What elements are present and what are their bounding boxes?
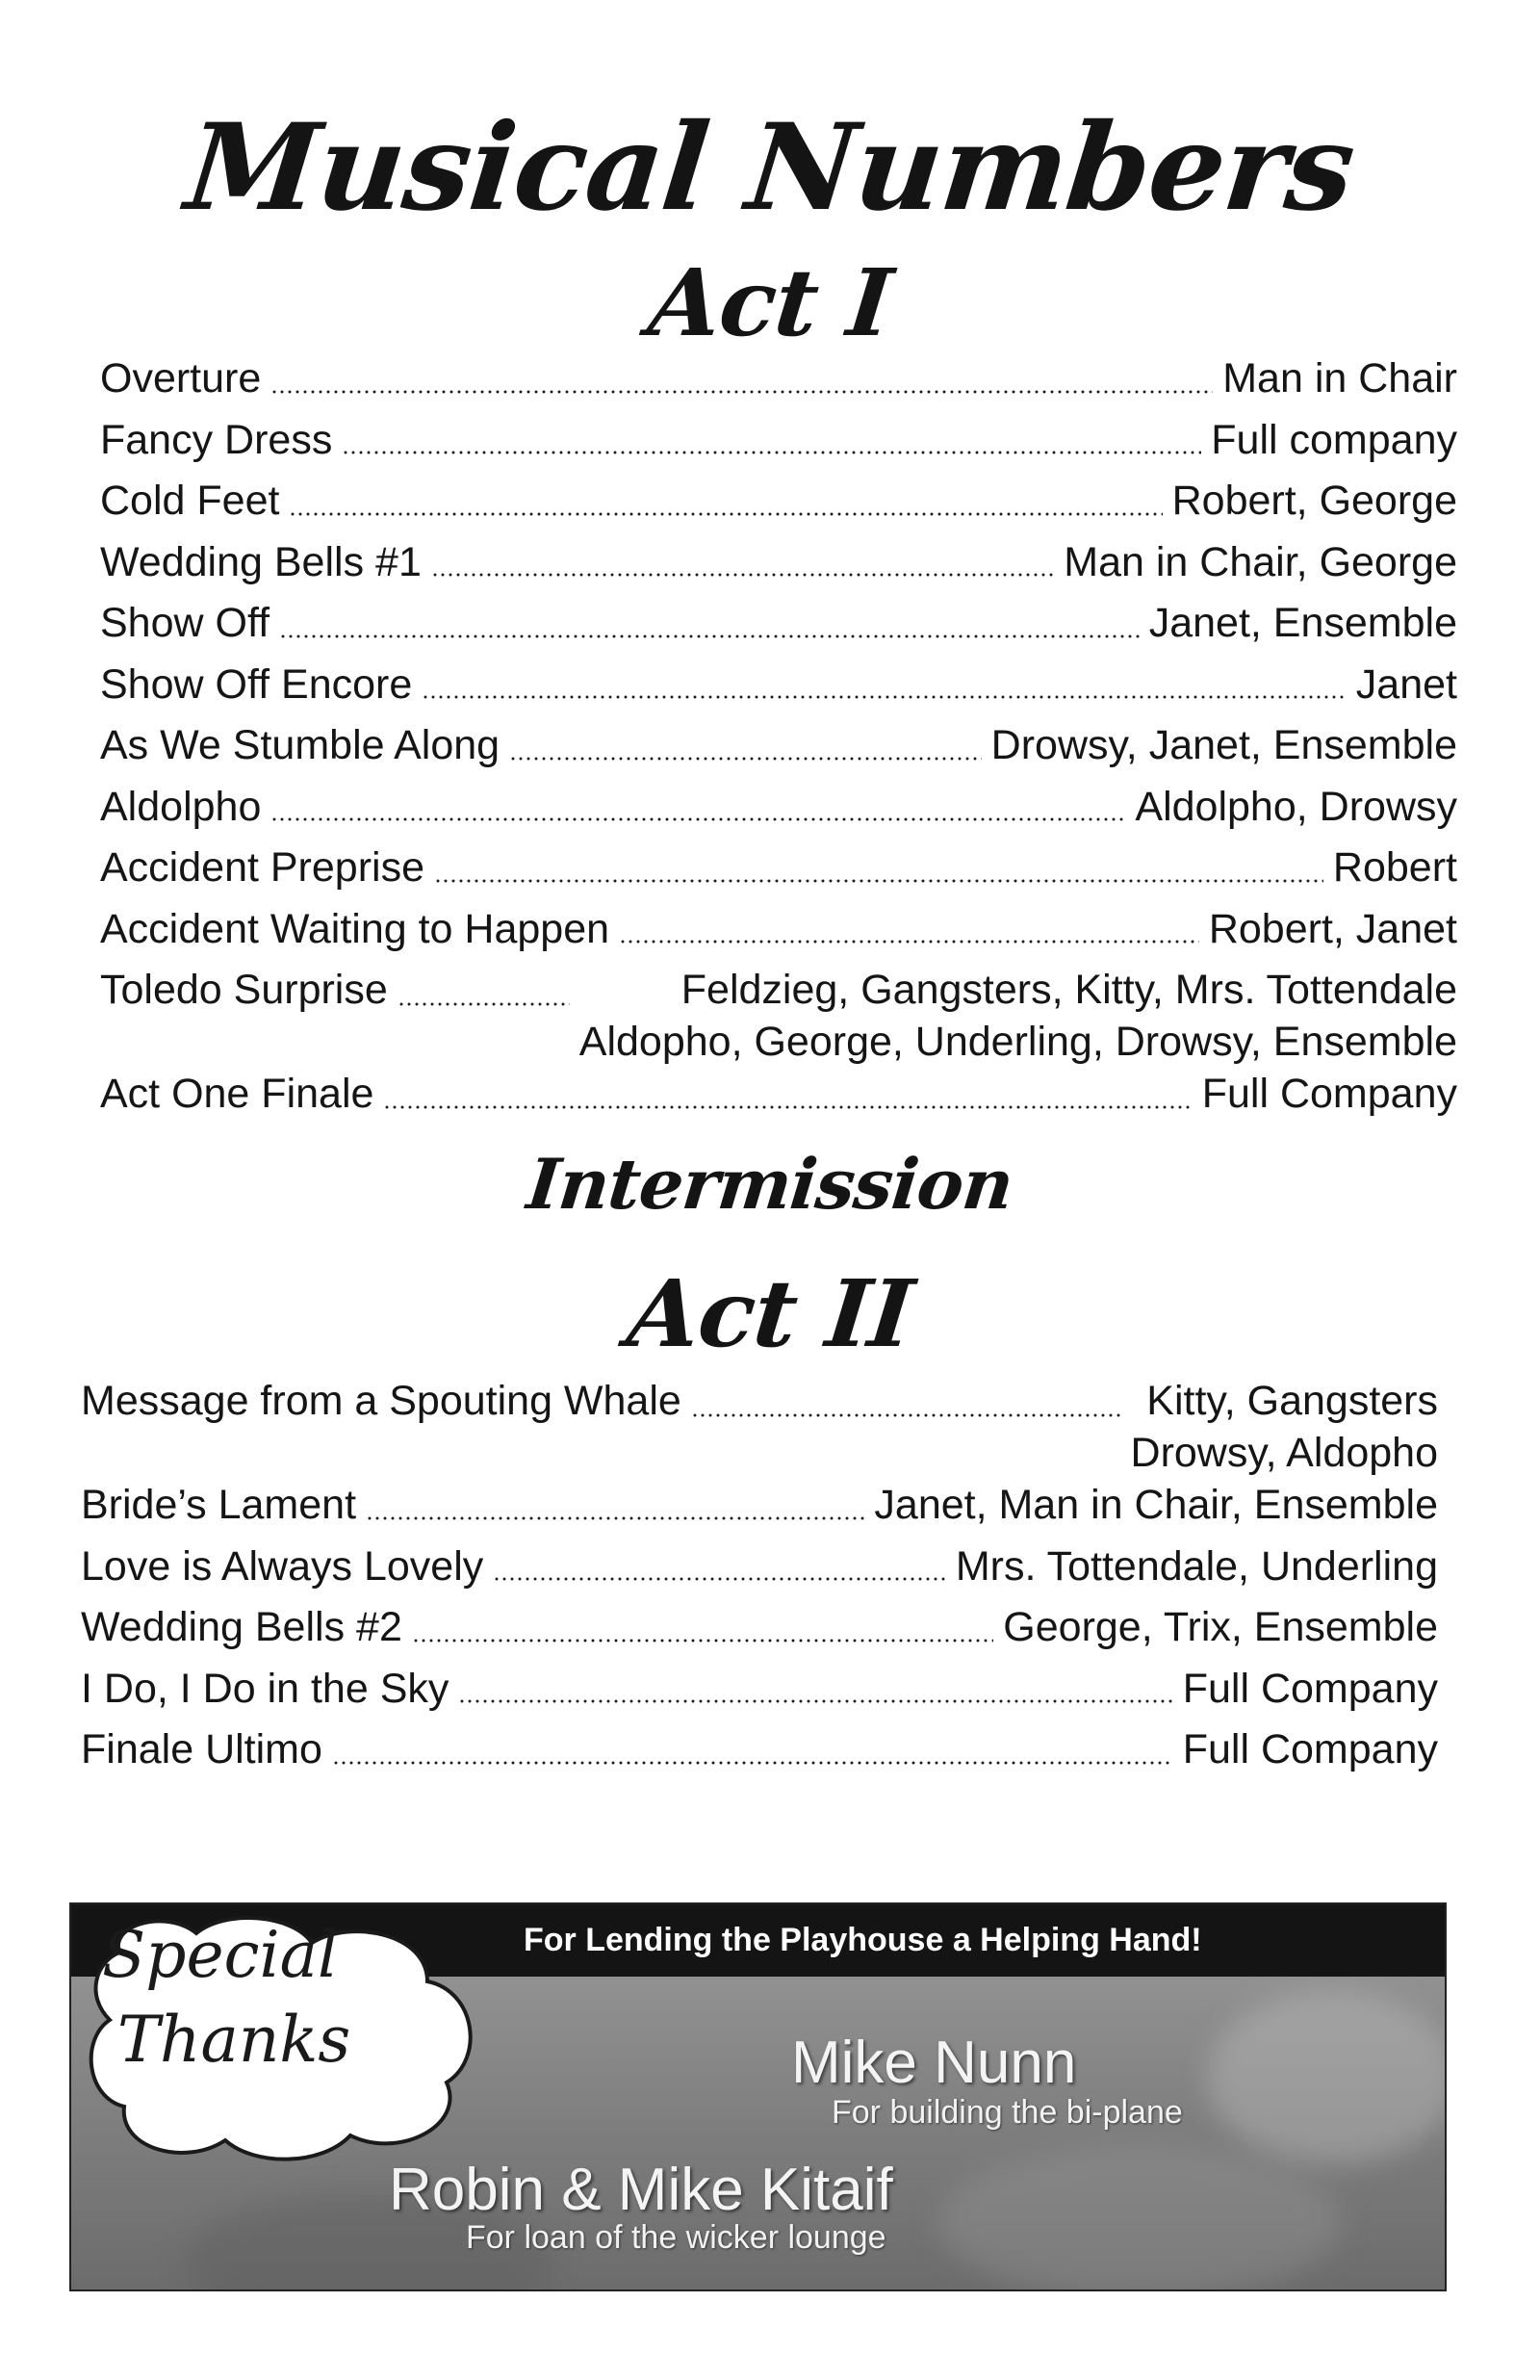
page-title: Musical Numbers: [179, 98, 1361, 238]
song-row: [100, 593, 1457, 655]
song-row: [81, 1475, 1438, 1537]
donor-description: For building the bi-plane: [832, 2094, 1183, 2131]
song-row: [81, 1659, 1438, 1720]
performers: [1356, 655, 1457, 716]
song-row: [100, 777, 1457, 839]
dot-leader: [289, 512, 1162, 516]
dot-leader: [270, 817, 1125, 821]
donor-name: Mike Nunn: [791, 2030, 1077, 2096]
performers: [874, 1475, 1438, 1537]
performer-line: Janet, Ensemble: [1148, 600, 1457, 646]
dot-leader: [509, 757, 982, 761]
performer-line: Full company: [1211, 416, 1457, 463]
song-title: Finale Ultimo: [81, 1726, 322, 1772]
performer-line: Full Company: [1182, 1726, 1438, 1772]
performers: [1003, 1597, 1438, 1659]
song-row: [81, 1371, 1438, 1475]
performers: [1222, 349, 1457, 410]
song-title: Cold Feet: [100, 478, 280, 524]
dot-leader: [279, 634, 1140, 638]
dot-leader: [412, 1639, 993, 1643]
dot-leader: [422, 695, 1347, 699]
dot-leader: [431, 573, 1054, 577]
song-title: Wedding Bells #2: [81, 1604, 402, 1650]
song-title: As We Stumble Along: [100, 722, 500, 768]
act1-heading: Act I: [643, 248, 897, 357]
performer-line: Feldzieg, Gangsters, Kitty, Mrs. Tottendale: [680, 967, 1457, 1013]
performers: [1172, 471, 1457, 532]
performer-line: Drowsy, Janet, Ensemble: [990, 722, 1457, 768]
performers: [1209, 899, 1457, 961]
banner-header-text: For Lending the Playhouse a Helping Hand!: [524, 1922, 1202, 1958]
performers: [956, 1537, 1438, 1598]
song-row: [81, 1720, 1438, 1781]
performers: [579, 960, 1457, 1068]
song-row: [100, 960, 1457, 1064]
dot-leader: [398, 1002, 570, 1006]
performers: [1135, 777, 1457, 839]
intermission-heading: Intermission: [523, 1143, 1017, 1225]
song-title: Message from a Spouting Whale: [81, 1378, 681, 1424]
performer-line: Aldolpho, Drowsy: [1135, 783, 1457, 830]
song-row: [81, 1597, 1438, 1659]
song-title: Love is Always Lovely: [81, 1542, 484, 1590]
song-title: Wedding Bells #1: [100, 538, 422, 585]
song-row: [100, 532, 1457, 594]
performers: [1149, 593, 1457, 655]
special-thanks-banner: [69, 1902, 1447, 2291]
performers: [1183, 1720, 1438, 1781]
song-row: [100, 410, 1457, 472]
performers: [1202, 1064, 1457, 1125]
performer-line: Full Company: [1182, 1665, 1438, 1712]
song-row: [100, 655, 1457, 716]
performer-line: Janet, Man in Chair, Ensemble: [874, 1482, 1438, 1528]
song-title: Bride’s Lament: [81, 1482, 357, 1528]
dot-leader: [332, 1761, 1173, 1765]
background-cloud: [1207, 1991, 1447, 2164]
song-title: Toledo Surprise: [100, 967, 388, 1013]
performer-line: George, Trix, Ensemble: [1003, 1604, 1438, 1650]
performer-line: Full Company: [1201, 1071, 1457, 1117]
thanks-label: Thanks: [117, 2003, 351, 2077]
performer-line: Mrs. Tottendale, Underling: [955, 1542, 1438, 1590]
dot-leader: [691, 1413, 1121, 1417]
dot-leader: [342, 451, 1201, 454]
dot-leader: [619, 940, 1199, 944]
background-cloud: [937, 2145, 1342, 2291]
performers: [1064, 532, 1457, 594]
song-title: Accident Preprise: [100, 844, 424, 891]
special-label: Special: [102, 1918, 339, 1992]
performer-line: Janet: [1355, 660, 1457, 708]
act2-heading: Act II: [622, 1259, 918, 1368]
song-row: [100, 715, 1457, 777]
performer-line: Man in Chair, George: [1064, 538, 1457, 585]
song-row: [100, 349, 1457, 410]
donor-description: For loan of the wicker lounge: [466, 2219, 886, 2256]
song-row: [100, 471, 1457, 532]
song-title: Act One Finale: [100, 1071, 374, 1117]
song-row: [100, 899, 1457, 961]
song-row: [100, 838, 1457, 899]
song-row: [100, 1064, 1457, 1125]
performer-line: Robert, Janet: [1208, 905, 1457, 952]
performer-line: Kitty, Gangsters: [1146, 1378, 1438, 1424]
performer-line: Aldopho, George, Underling, Drowsy, Ensemble: [578, 1019, 1457, 1065]
performer-line: Man in Chair: [1222, 355, 1457, 401]
song-title: I Do, I Do in the Sky: [81, 1665, 449, 1712]
performer-line: Robert: [1332, 844, 1457, 891]
dot-leader: [458, 1699, 1172, 1703]
performer-line: Drowsy, Aldopho: [1130, 1430, 1438, 1476]
performers: [991, 715, 1457, 777]
act2-song-list: [81, 1371, 1438, 1781]
performers: [1131, 1371, 1438, 1479]
performer-line: Robert, George: [1171, 478, 1457, 524]
song-row: [81, 1537, 1438, 1598]
performers: [1211, 410, 1457, 472]
song-title: Show Off Encore: [100, 660, 413, 708]
dot-leader: [366, 1516, 864, 1520]
dot-leader: [493, 1577, 946, 1581]
performers: [1333, 838, 1457, 899]
dot-leader: [270, 390, 1213, 394]
song-title: Accident Waiting to Happen: [100, 905, 610, 952]
dot-leader: [434, 879, 1323, 883]
special-thanks-cloud: [81, 1914, 504, 2164]
donor-name: Robin & Mike Kitaif: [389, 2157, 893, 2223]
song-title: Show Off: [100, 600, 270, 646]
dot-leader: [383, 1105, 1192, 1109]
song-title: Aldolpho: [100, 783, 262, 830]
performers: [1183, 1659, 1438, 1720]
song-title: Overture: [100, 355, 262, 401]
song-title: Fancy Dress: [100, 416, 333, 463]
act1-song-list: [100, 349, 1457, 1125]
